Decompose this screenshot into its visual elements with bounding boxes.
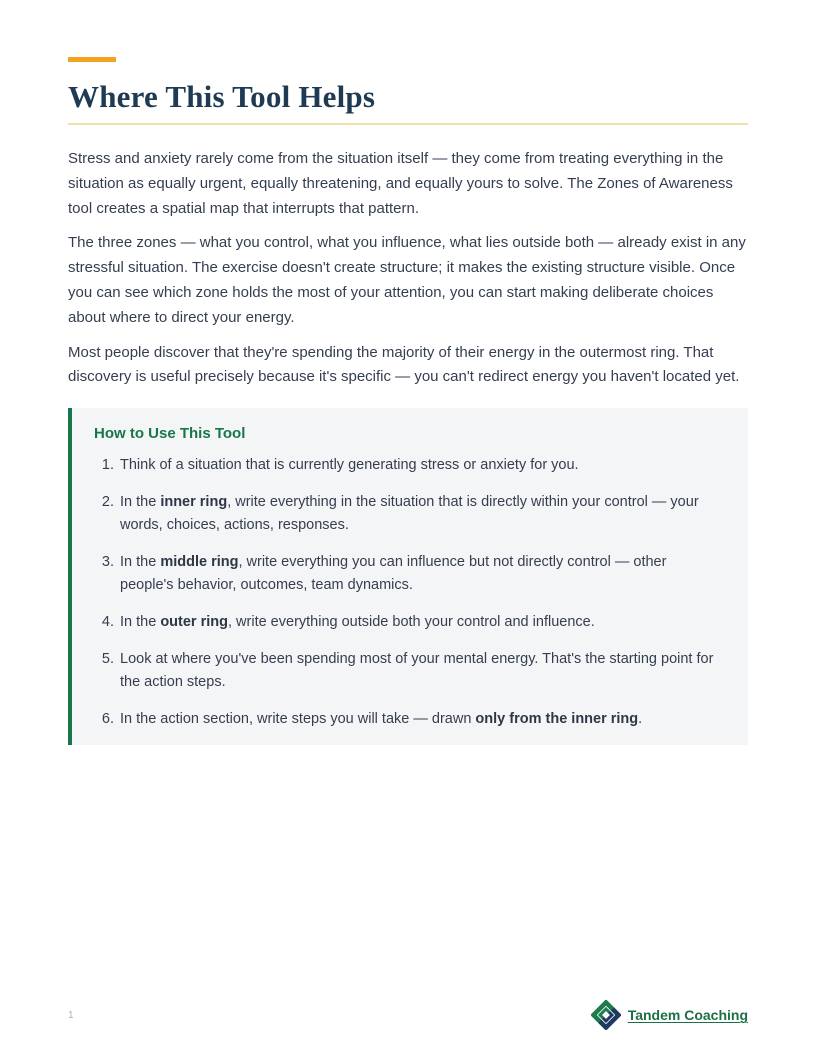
paragraph-1: Stress and anxiety rarely come from the situation itself — they come from treating everything in the situation as equally urgent, equally threatening, and equally yours to solve. The Zones of Awareness tool creates a spatial map that interrupts that pattern. <box>68 150 733 217</box>
tandem-logo-icon <box>591 1000 621 1030</box>
list-item: 2. In the inner ring, write everything in the situation that is directly within your control — your words, choices, actions, responses. <box>118 491 722 537</box>
list-item: 4. In the outer ring, write everything outside both your control and influence. <box>118 611 722 634</box>
callout-box <box>68 408 748 745</box>
list-item: 5. Look at where you've been spending most of your mental energy. That's the starting point for the action steps. <box>118 648 722 694</box>
list-item: 3. In the middle ring, write everything you can influence but not directly control — other people's behavior, outcomes, team dynamics. <box>118 551 722 597</box>
steps-list <box>94 454 722 731</box>
body-copy <box>68 147 748 390</box>
logo[interactable] <box>591 1000 748 1030</box>
list-item: 6. In the action section, write steps you will take — drawn only from the inner ring. <box>118 708 722 731</box>
accent-bar <box>68 57 116 62</box>
page-title: Where This Tool Helps <box>68 79 376 114</box>
logo-text[interactable]: Tandem Coaching <box>627 1007 748 1023</box>
callout-heading: How to Use This Tool <box>94 425 246 443</box>
list-item: 1. Think of a situation that is currently generating stress or anxiety for you. <box>118 454 722 477</box>
page-footer <box>68 1000 748 1030</box>
page-number: 1 <box>68 1009 74 1021</box>
paragraph-3: Most people discover that they're spending the majority of their energy in the outermost ring. That discovery is useful precisely because it's specific — you can't redirect energy you haven't located yet. <box>68 343 740 386</box>
paragraph-2: The three zones — what you control, what you influence, what lies outside both — already exist in any stressful situation. The exercise doesn't create structure; it makes the existing structure visible. Once you can see which zone holds the most of your attention, you can start making deliberate choices about where to direct your energy. <box>68 234 746 326</box>
title-rule <box>68 123 748 125</box>
